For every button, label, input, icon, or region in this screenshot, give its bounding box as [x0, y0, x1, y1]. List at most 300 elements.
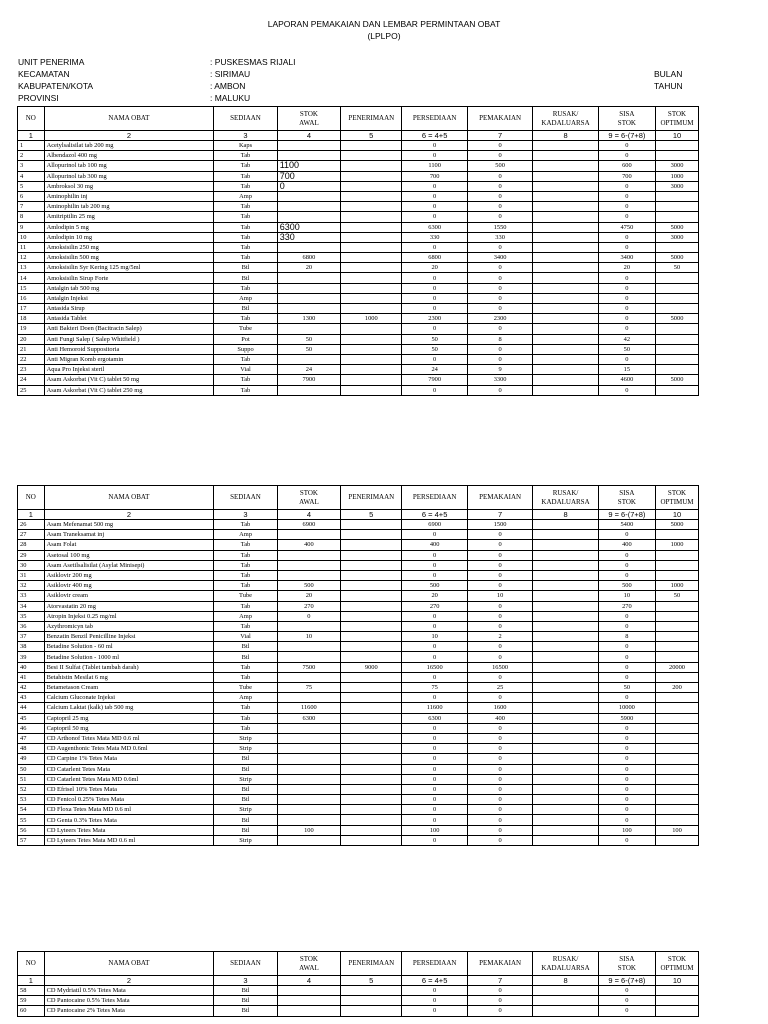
- cell-nama: Asetosal 100 mg: [44, 550, 214, 560]
- cell-penerimaan: [341, 273, 402, 283]
- cell-sisa-stok: 700: [598, 171, 655, 181]
- cell-penerimaan: [341, 161, 402, 171]
- column-number: 5: [341, 131, 402, 141]
- cell-penerimaan: [341, 141, 402, 151]
- cell-stok-optimum: [656, 550, 699, 560]
- cell-persediaan: 0: [402, 611, 467, 621]
- cell-sediaan: Btl: [214, 815, 277, 825]
- cell-persediaan: 6300: [402, 713, 467, 723]
- table-row: [18, 161, 699, 171]
- cell-nama: CD Lyteers Tetes Mata MD 0.6 ml: [44, 835, 214, 845]
- column-number: 8: [533, 510, 598, 520]
- drug-table-page-1: [17, 106, 699, 396]
- cell-sediaan: Kaps: [214, 141, 277, 151]
- cell-sediaan: Pot: [214, 334, 277, 344]
- table-row: [18, 1006, 699, 1016]
- cell-stok-awal: 7900: [277, 375, 340, 385]
- cell-sediaan: Strip: [214, 805, 277, 815]
- column-header-no: NO: [18, 486, 45, 510]
- table-row: [18, 754, 699, 764]
- cell-penerimaan: [341, 652, 402, 662]
- cell-sisa-stok: 10000: [598, 703, 655, 713]
- cell-persediaan: 0: [402, 744, 467, 754]
- column-header-line: RUSAK/: [552, 955, 579, 963]
- cell-penerimaan: [341, 764, 402, 774]
- cell-penerimaan: [341, 171, 402, 181]
- cell-persediaan: 0: [402, 570, 467, 580]
- cell-rusak: [533, 713, 598, 723]
- cell-sisa-stok: 100: [598, 825, 655, 835]
- cell-no: 56: [18, 825, 45, 835]
- cell-nama: Amoksisilin Syr Kering 125 mg/5ml: [44, 263, 214, 273]
- cell-penerimaan: [341, 191, 402, 201]
- cell-pemakaian: 0: [467, 550, 532, 560]
- cell-sisa-stok: 0: [598, 560, 655, 570]
- cell-stok-optimum: [656, 795, 699, 805]
- cell-sediaan: Suppo: [214, 344, 277, 354]
- cell-nama: Aminophilin inj: [44, 191, 214, 201]
- cell-pemakaian: 0: [467, 815, 532, 825]
- cell-persediaan: 11600: [402, 703, 467, 713]
- cell-rusak: [533, 795, 598, 805]
- cell-pemakaian: 0: [467, 191, 532, 201]
- cell-stok-awal: [277, 723, 340, 733]
- cell-stok-optimum: [656, 632, 699, 642]
- cell-no: 42: [18, 683, 45, 693]
- cell-rusak: [533, 354, 598, 364]
- cell-sediaan: Btl: [214, 825, 277, 835]
- column-number: 1: [18, 131, 45, 141]
- cell-penerimaan: [341, 293, 402, 303]
- cell-nama: Asiklovir 200 mg: [44, 570, 214, 580]
- cell-sediaan: Amp: [214, 530, 277, 540]
- table-row: [18, 273, 699, 283]
- cell-pemakaian: 1500: [467, 520, 532, 530]
- cell-sediaan: Tab: [214, 672, 277, 682]
- cell-pemakaian: 0: [467, 141, 532, 151]
- cell-nama: Albendazol 400 mg: [44, 151, 214, 161]
- cell-rusak: [533, 996, 598, 1006]
- table-row: [18, 693, 699, 703]
- cell-stok-optimum: 50: [656, 263, 699, 273]
- cell-stok-optimum: 1000: [656, 171, 699, 181]
- cell-no: 21: [18, 344, 45, 354]
- cell-sisa-stok: 0: [598, 784, 655, 794]
- cell-penerimaan: [341, 591, 402, 601]
- cell-sisa-stok: 0: [598, 293, 655, 303]
- cell-rusak: [533, 632, 598, 642]
- cell-sisa-stok: 0: [598, 212, 655, 222]
- cell-sisa-stok: 42: [598, 334, 655, 344]
- cell-sisa-stok: 0: [598, 815, 655, 825]
- cell-sisa-stok: 0: [598, 314, 655, 324]
- cell-stok-awal: 270: [277, 601, 340, 611]
- cell-nama: Allopurinol tab 300 mg: [44, 171, 214, 181]
- column-header-line: STOK: [299, 110, 318, 118]
- table-row: [18, 253, 699, 263]
- cell-pemakaian: 0: [467, 986, 532, 996]
- cell-stok-optimum: [656, 815, 699, 825]
- cell-persediaan: 0: [402, 835, 467, 845]
- report-title: LAPORAN PEMAKAIAN DAN LEMBAR PERMINTAAN OBAT: [267, 19, 501, 29]
- cell-no: 37: [18, 632, 45, 642]
- cell-sisa-stok: 0: [598, 283, 655, 293]
- column-header-line: STOK: [299, 489, 318, 497]
- cell-sisa-stok: 0: [598, 652, 655, 662]
- column-header-line: KADALUARSA: [541, 963, 590, 972]
- cell-rusak: [533, 314, 598, 324]
- table-header-row: [18, 107, 699, 131]
- cell-persediaan: 0: [402, 764, 467, 774]
- cell-sediaan: Tab: [214, 560, 277, 570]
- column-header-pemakaian: PEMAKAIAN: [467, 107, 532, 131]
- cell-persediaan: 0: [402, 754, 467, 764]
- cell-penerimaan: [341, 723, 402, 733]
- cell-sisa-stok: 3400: [598, 253, 655, 263]
- column-header-sisa-stok: [598, 486, 655, 510]
- cell-no: 8: [18, 212, 45, 222]
- cell-penerimaan: 9000: [341, 662, 402, 672]
- column-number: 6 = 4+5: [402, 976, 467, 986]
- cell-no: 47: [18, 733, 45, 743]
- table-row: [18, 354, 699, 364]
- cell-stok-awal: [277, 986, 340, 996]
- cell-sediaan: Strip: [214, 744, 277, 754]
- cell-penerimaan: [341, 530, 402, 540]
- cell-sisa-stok: 5400: [598, 520, 655, 530]
- cell-stok-awal: 1100: [277, 161, 340, 171]
- cell-stok-awal: [277, 784, 340, 794]
- table-row: [18, 283, 699, 293]
- cell-stok-awal: [277, 354, 340, 364]
- table-row: [18, 996, 699, 1006]
- cell-penerimaan: [341, 835, 402, 845]
- column-header-rusak: [533, 486, 598, 510]
- column-header-persediaan: PERSEDIAAN: [402, 107, 467, 131]
- cell-pemakaian: 9: [467, 365, 532, 375]
- cell-no: 24: [18, 375, 45, 385]
- cell-stok-awal: [277, 273, 340, 283]
- cell-stok-awal: [277, 621, 340, 631]
- cell-no: 52: [18, 784, 45, 794]
- cell-sisa-stok: 0: [598, 324, 655, 334]
- cell-stok-optimum: 20000: [656, 662, 699, 672]
- cell-rusak: [533, 662, 598, 672]
- cell-penerimaan: [341, 642, 402, 652]
- cell-stok-awal: 75: [277, 683, 340, 693]
- cell-sediaan: Amp: [214, 191, 277, 201]
- cell-sisa-stok: 0: [598, 835, 655, 845]
- table-row: [18, 825, 699, 835]
- cell-sediaan: Tab: [214, 181, 277, 191]
- cell-stok-awal: 20: [277, 591, 340, 601]
- cell-rusak: [533, 621, 598, 631]
- cell-penerimaan: [341, 713, 402, 723]
- cell-nama: Asam Askorbat (Vit C) tablet 50 mg: [44, 375, 214, 385]
- cell-pemakaian: 330: [467, 232, 532, 242]
- cell-pemakaian: 16500: [467, 662, 532, 672]
- column-number: 4: [277, 510, 340, 520]
- cell-nama: Amitriptilin 25 mg: [44, 212, 214, 222]
- cell-no: 19: [18, 324, 45, 334]
- column-number: 7: [467, 510, 532, 520]
- cell-pemakaian: 0: [467, 784, 532, 794]
- cell-nama: Ambroksol 30 mg: [44, 181, 214, 191]
- cell-persediaan: 6900: [402, 520, 467, 530]
- cell-sediaan: Tab: [214, 202, 277, 212]
- cell-penerimaan: [341, 744, 402, 754]
- column-header-line: KADALUARSA: [541, 497, 590, 506]
- cell-persediaan: 400: [402, 540, 467, 550]
- cell-penerimaan: [341, 354, 402, 364]
- cell-pemakaian: 2: [467, 632, 532, 642]
- cell-no: 35: [18, 611, 45, 621]
- cell-persediaan: 0: [402, 642, 467, 652]
- cell-pemakaian: 0: [467, 621, 532, 631]
- cell-no: 10: [18, 232, 45, 242]
- cell-penerimaan: [341, 986, 402, 996]
- cell-persediaan: 0: [402, 774, 467, 784]
- cell-stok-optimum: [656, 784, 699, 794]
- cell-sisa-stok: 0: [598, 611, 655, 621]
- cell-stok-awal: [277, 733, 340, 743]
- table-row: [18, 815, 699, 825]
- table-row: [18, 293, 699, 303]
- cell-rusak: [533, 601, 598, 611]
- cell-pemakaian: 0: [467, 304, 532, 314]
- cell-rusak: [533, 263, 598, 273]
- cell-persediaan: 0: [402, 181, 467, 191]
- table-row: [18, 344, 699, 354]
- table-row: [18, 723, 699, 733]
- cell-rusak: [533, 764, 598, 774]
- cell-pemakaian: 0: [467, 202, 532, 212]
- cell-stok-optimum: [656, 304, 699, 314]
- cell-nama: Aminophilin tab 200 mg: [44, 202, 214, 212]
- cell-penerimaan: [341, 212, 402, 222]
- cell-no: 18: [18, 314, 45, 324]
- cell-sediaan: Btl: [214, 754, 277, 764]
- cell-rusak: [533, 141, 598, 151]
- cell-stok-optimum: [656, 141, 699, 151]
- cell-nama: Asiklovir cream: [44, 591, 214, 601]
- cell-stok-optimum: 3000: [656, 161, 699, 171]
- cell-penerimaan: [341, 560, 402, 570]
- cell-no: 48: [18, 744, 45, 754]
- table-row: [18, 744, 699, 754]
- table-row: [18, 212, 699, 222]
- cell-pemakaian: 0: [467, 212, 532, 222]
- cell-persediaan: 0: [402, 652, 467, 662]
- cell-stok-optimum: 1000: [656, 540, 699, 550]
- cell-sediaan: Vial: [214, 365, 277, 375]
- cell-sediaan: Tab: [214, 283, 277, 293]
- table-row: [18, 520, 699, 530]
- cell-sediaan: Vial: [214, 632, 277, 642]
- cell-nama: Antalgin Injeksi: [44, 293, 214, 303]
- cell-no: 23: [18, 365, 45, 375]
- column-header-persediaan: PERSEDIAAN: [402, 952, 467, 976]
- cell-stok-awal: [277, 385, 340, 395]
- column-number: 6 = 4+5: [402, 131, 467, 141]
- column-number: 9 = 6-(7+8): [598, 976, 655, 986]
- cell-nama: Calcium Laktat (kalk) tab 500 mg: [44, 703, 214, 713]
- cell-rusak: [533, 212, 598, 222]
- table-row: [18, 805, 699, 815]
- cell-persediaan: 2300: [402, 314, 467, 324]
- cell-no: 29: [18, 550, 45, 560]
- table-row: [18, 713, 699, 723]
- column-number: 7: [467, 131, 532, 141]
- column-number: 7: [467, 976, 532, 986]
- column-header-line: SISA: [619, 110, 635, 118]
- cell-penerimaan: [341, 733, 402, 743]
- column-header-nama: NAMA OBAT: [44, 486, 214, 510]
- cell-stok-optimum: 5000: [656, 375, 699, 385]
- cell-persediaan: 0: [402, 996, 467, 1006]
- cell-pemakaian: 0: [467, 1006, 532, 1016]
- cell-penerimaan: [341, 324, 402, 334]
- cell-persediaan: 0: [402, 242, 467, 252]
- table-row: [18, 375, 699, 385]
- cell-sediaan: Tab: [214, 713, 277, 723]
- cell-stok-optimum: [656, 703, 699, 713]
- cell-stok-awal: [277, 805, 340, 815]
- cell-stok-awal: 50: [277, 344, 340, 354]
- table-row: [18, 570, 699, 580]
- cell-sediaan: Tab: [214, 703, 277, 713]
- column-header-line: OPTIMUM: [660, 497, 694, 506]
- cell-no: 44: [18, 703, 45, 713]
- cell-penerimaan: [341, 825, 402, 835]
- cell-persediaan: 0: [402, 151, 467, 161]
- cell-no: 50: [18, 764, 45, 774]
- cell-penerimaan: [341, 693, 402, 703]
- cell-pemakaian: 0: [467, 283, 532, 293]
- table-row: [18, 141, 699, 151]
- table-row: [18, 530, 699, 540]
- cell-sisa-stok: 0: [598, 805, 655, 815]
- column-number: 2: [44, 510, 214, 520]
- cell-penerimaan: [341, 683, 402, 693]
- cell-sediaan: Tab: [214, 314, 277, 324]
- cell-stok-awal: [277, 242, 340, 252]
- cell-stok-awal: [277, 530, 340, 540]
- cell-no: 15: [18, 283, 45, 293]
- cell-sisa-stok: 50: [598, 683, 655, 693]
- cell-persediaan: 50: [402, 344, 467, 354]
- cell-nama: Asiklovir 400 mg: [44, 581, 214, 591]
- table-row: [18, 703, 699, 713]
- column-header-sisa-stok: [598, 952, 655, 976]
- cell-sediaan: Tube: [214, 591, 277, 601]
- cell-nama: Captopril 50 mg: [44, 723, 214, 733]
- column-header-line: AWAL: [299, 963, 319, 972]
- cell-no: 58: [18, 986, 45, 996]
- column-header-persediaan: PERSEDIAAN: [402, 486, 467, 510]
- cell-nama: Aqua Pro Injeksi steril: [44, 365, 214, 375]
- cell-no: 45: [18, 713, 45, 723]
- cell-pemakaian: 0: [467, 242, 532, 252]
- cell-no: 55: [18, 815, 45, 825]
- cell-pemakaian: 0: [467, 774, 532, 784]
- cell-pemakaian: 0: [467, 273, 532, 283]
- cell-nama: Antasida Sirup: [44, 304, 214, 314]
- cell-sediaan: Tab: [214, 253, 277, 263]
- cell-nama: Amoksisilin 250 mg: [44, 242, 214, 252]
- cell-stok-awal: [277, 774, 340, 784]
- column-number: 10: [656, 976, 699, 986]
- column-header-stok-awal: [277, 107, 340, 131]
- cell-stok-optimum: [656, 713, 699, 723]
- cell-sediaan: Btl: [214, 273, 277, 283]
- cell-nama: CD Efrisel 10% Tetes Mata: [44, 784, 214, 794]
- cell-stok-optimum: [656, 202, 699, 212]
- cell-pemakaian: 0: [467, 754, 532, 764]
- cell-pemakaian: 0: [467, 611, 532, 621]
- unit-value: : PUSKESMAS RIJALI: [210, 57, 296, 67]
- cell-sediaan: Tab: [214, 601, 277, 611]
- cell-sisa-stok: 0: [598, 550, 655, 560]
- cell-stok-optimum: [656, 273, 699, 283]
- cell-stok-optimum: 100: [656, 825, 699, 835]
- cell-pemakaian: 0: [467, 385, 532, 395]
- cell-sisa-stok: 400: [598, 540, 655, 550]
- cell-sediaan: Tab: [214, 550, 277, 560]
- cell-rusak: [533, 171, 598, 181]
- table-row: [18, 835, 699, 845]
- cell-pemakaian: 0: [467, 293, 532, 303]
- cell-penerimaan: [341, 815, 402, 825]
- cell-penerimaan: [341, 1006, 402, 1016]
- cell-persediaan: 0: [402, 795, 467, 805]
- cell-stok-optimum: [656, 652, 699, 662]
- kecamatan-label: KECAMATAN: [18, 69, 70, 79]
- cell-rusak: [533, 181, 598, 191]
- cell-no: 31: [18, 570, 45, 580]
- cell-pemakaian: 0: [467, 652, 532, 662]
- column-header-pemakaian: PEMAKAIAN: [467, 486, 532, 510]
- column-header-nama: NAMA OBAT: [44, 107, 214, 131]
- cell-pemakaian: 0: [467, 693, 532, 703]
- column-header-line: STOK: [667, 955, 687, 963]
- cell-no: 33: [18, 591, 45, 601]
- cell-persediaan: 500: [402, 581, 467, 591]
- table-row: [18, 662, 699, 672]
- cell-pemakaian: 0: [467, 151, 532, 161]
- cell-nama: Amoksisilin Sirup Forte: [44, 273, 214, 283]
- cell-no: 40: [18, 662, 45, 672]
- cell-stok-optimum: [656, 672, 699, 682]
- table-row: [18, 611, 699, 621]
- cell-sisa-stok: 0: [598, 986, 655, 996]
- cell-sisa-stok: 0: [598, 530, 655, 540]
- cell-stok-awal: [277, 1006, 340, 1016]
- cell-stok-awal: [277, 151, 340, 161]
- cell-persediaan: 0: [402, 191, 467, 201]
- cell-nama: Benzatin Benzil Penicilline Injeksi: [44, 632, 214, 642]
- cell-persediaan: 0: [402, 986, 467, 996]
- table-row: [18, 263, 699, 273]
- column-header-no: NO: [18, 952, 45, 976]
- table-row: [18, 171, 699, 181]
- column-header-line: RUSAK/: [552, 110, 579, 118]
- table-row: [18, 632, 699, 642]
- cell-rusak: [533, 825, 598, 835]
- cell-sisa-stok: 0: [598, 570, 655, 580]
- table-row: [18, 232, 699, 242]
- cell-nama: Amlodipin 10 mg: [44, 232, 214, 242]
